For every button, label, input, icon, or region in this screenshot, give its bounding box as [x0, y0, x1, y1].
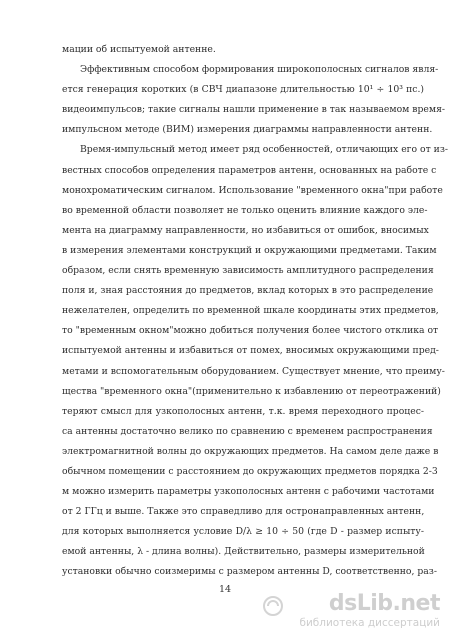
text-line: емой антенны, λ - длина волны). Действительно, размеры измерительной [62, 546, 425, 558]
text-line: обычном помещении с расстоянием до окружающих предметов порядка 2-3 [62, 465, 438, 477]
text-line: нежелателен, определить по временной шкале координаты этих предметов, [62, 305, 439, 317]
text-line: электромагнитной волны до окружающих предметов. На самом деле даже в [62, 445, 439, 457]
text-line: образом, если снять временную зависимость амплитудного распределения [62, 265, 434, 277]
watermark-subtitle: библиотека диссертаций [299, 617, 440, 629]
text-line: теряют смысл для узкополосных антенн, т.к. время переходного процес- [62, 405, 424, 417]
document-body [62, 40, 448, 583]
paragraph-3 [62, 140, 448, 582]
text-line: установки обычно соизмеримы с размером антенны D, соответственно, раз- [62, 566, 437, 578]
text-line: вестных способов определения параметров антенн, основанных на работе с [62, 164, 437, 176]
text-line: ется генерация коротких (в СВЧ диапазоне длительностью 10¹ ÷ 10³ пс.) [62, 84, 424, 96]
text-line: Эффективным способом формирования широкополосных сигналов явля- [80, 64, 439, 76]
text-line: видеоимпульсов; такие сигналы нашли применение в так называемом время- [62, 104, 446, 116]
text-line: монохроматическим сигналом. Использование "временного окна"при работе [62, 184, 443, 196]
globe-icon [262, 595, 284, 617]
text-line: Время-импульсный метод имеет ряд особенностей, отличающих его от из- [80, 144, 448, 156]
text-line: для которых выполняется условие D/λ ≥ 10 ÷ 50 (где D - размер испыту- [62, 526, 424, 538]
text-line: испытуемой антенны и избавиться от помех, вносимых окружающими пред- [62, 345, 439, 357]
text-line: от 2 ГГц и выше. Также это справедливо для остронаправленных антенн, [62, 506, 425, 518]
paragraph-2 [62, 60, 446, 140]
text-line: мации об испытуемой антенне. [62, 44, 216, 55]
text-line: щества "временного окна"(применительно к избавлению от переотражений) [62, 385, 441, 397]
text-line: импульсном методе (ВИМ) измерения диаграммы направленности антенн. [62, 124, 433, 136]
page-number: 14 [218, 584, 232, 595]
watermark-logo: dsLib.net [328, 591, 440, 616]
text-line: во временной области позволяет не только оценить влияние каждого эле- [62, 204, 428, 216]
text-line: то "временным окном"можно добиться получения более чистого отклика от [62, 325, 439, 337]
text-line: метами и вспомогательным оборудованием. Существует мнение, что преиму- [62, 365, 445, 377]
paragraph-1 [62, 40, 424, 60]
text-line: са антенны достаточно велико по сравнению с временем распространения [62, 425, 433, 437]
watermark [240, 591, 440, 631]
text-line: в измерения элементами конструкций и окружающими предметами. Таким [62, 244, 437, 256]
text-line: м можно измерить параметры узкополосных антенн с рабочими частотами [62, 486, 435, 498]
text-line: поля и, зная расстояния до предметов, вклад которых в это распределение [62, 285, 434, 297]
text-line: мента на диаграмму направленности, но избавиться от ошибок, вносимых [62, 224, 429, 236]
